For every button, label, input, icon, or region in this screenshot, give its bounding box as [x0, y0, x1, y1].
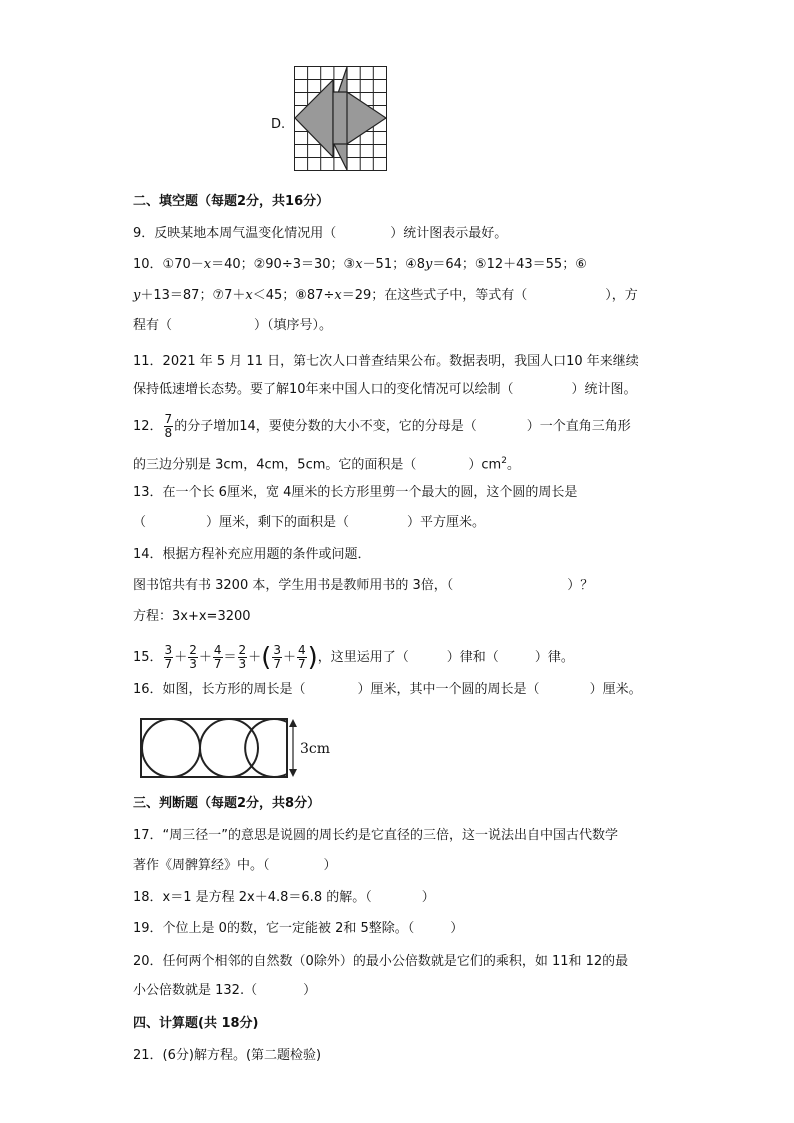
q10-line1: 10．①70－x＝40；②90÷3＝30；③x－51；④8y＝64；⑤12＋43＝55；⑥: [133, 257, 587, 272]
rectangle: [141, 719, 287, 777]
q15: 15． $\frac{3}{7}$ ＋ $\frac{2}{3}$ ＋ $\frac{4}{7}$ ＝ $\frac{2}{3}$ ＋( $\frac{3}{7}$ ＋ $\frac{4}{7}$ )，这里运用了（ ）律和（ ）律。: [133, 642, 574, 673]
option-d-grid-figure: [294, 66, 388, 172]
q9: 9．反映某地本周气温变化情况用（ ）统计图表示最好。: [133, 226, 508, 241]
q18: 18．x＝1 是方程 2x＋4.8＝6.8 的解。（ ）: [133, 890, 435, 905]
circle-2: [200, 719, 258, 777]
q12-line2: 的三边分别是 3cm，4cm，5cm。它的面积是（ ）$cm^2$。: [133, 456, 520, 473]
section3-title: 三、判断题（每题2分，共8分）: [133, 796, 321, 811]
q14-line1: 14．根据方程补充应用题的条件或问题．: [133, 547, 371, 562]
q19: 19．个位上是 0的数，它一定能被 2和 5整除。（ ）: [133, 921, 464, 936]
shape-left-arrow: [295, 80, 333, 157]
rectangle-circles-figure: [140, 717, 340, 781]
q13-line1: 13．在一个长 6厘米，宽 4厘米的长方形里剪一个最大的圆，这个圆的周长是: [133, 485, 578, 500]
q11-line2: 保持低速增长态势。要了解10年来中国人口的变化情况可以绘制（ ）统计图。: [133, 382, 637, 397]
dimension-label: 3cm: [300, 741, 331, 757]
q20-line2: 小公倍数就是 132.（ ）: [133, 983, 317, 998]
q20-line1: 20．任何两个相邻的自然数（0除外）的最小公倍数就是它们的乘积，如 11和 12的最: [133, 954, 629, 969]
section2-title: 二、填空题（每题2分，共16分）: [133, 194, 330, 209]
q10-line2: y＋13＝87；⑦7＋x＜45；⑧87÷x＝29；在这些式子中，等式有（ ），方: [133, 288, 638, 303]
option-d-label: D.: [271, 117, 286, 132]
q13-line2: （ ）厘米，剩下的面积是（ ）平方厘米。: [133, 515, 486, 530]
q14-equation: 方程：3x+x=3200: [133, 609, 251, 624]
q12-line1: 12． $\frac{7}{8}$ 的分子增加14，要使分数的大小不变，它的分母是（ ）一个直角三角形: [133, 412, 631, 440]
q14-line2: 图书馆共有书 3200 本，学生用书是教师用书的 3倍，（ ）？: [133, 578, 594, 593]
q16: 16．如图，长方形的周长是（ ）厘米，其中一个圆的周长是（ ）厘米。: [133, 682, 642, 697]
q17-line1: 17．“周三径一”的意思是说圆的周长约是它直径的三倍，这一说法出自中国古代数学: [133, 828, 619, 843]
q21: 21．(6分)解方程。(第二题检验): [133, 1048, 322, 1063]
circle-3-partial: [245, 719, 287, 777]
fraction-7-8: $\frac{7}{8}$: [164, 412, 173, 440]
q17-line2: 著作《周髀算经》中。（ ）: [133, 858, 337, 873]
section4-title: 四、计算题(共 18分): [133, 1016, 259, 1031]
q10-line3: 程有（ ）（填序号）。: [133, 318, 333, 333]
circle-1: [142, 719, 200, 777]
q11-line1: 11．2021 年 5 月 11 日，第七次人口普查结果公布。数据表明，我国人口10 年来继续: [133, 354, 639, 369]
